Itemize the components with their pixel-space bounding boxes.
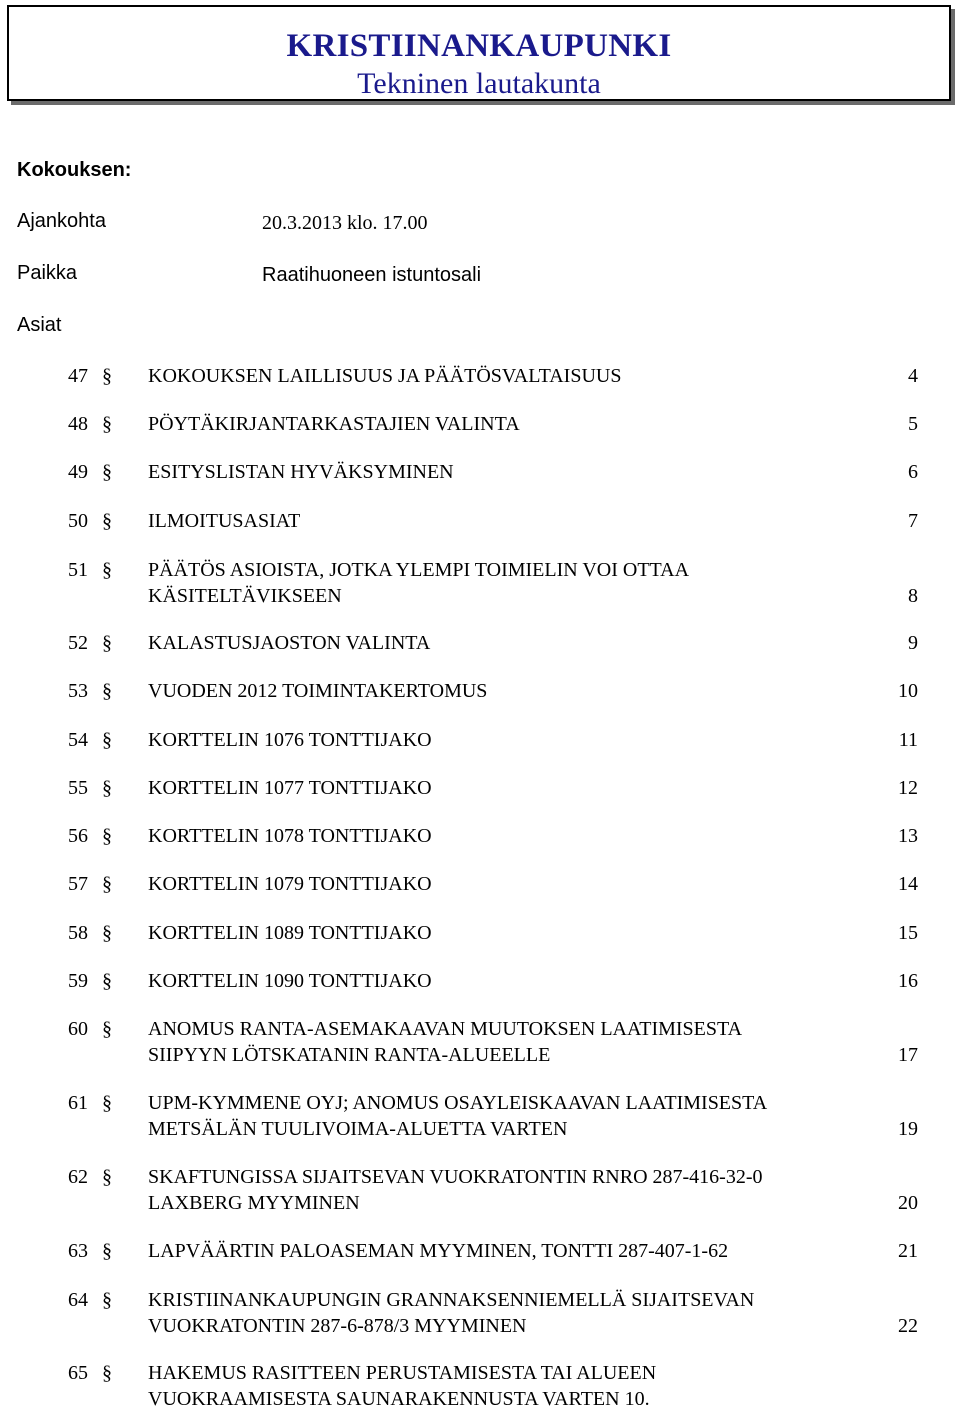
agenda-item-number: 58 bbox=[68, 922, 88, 944]
section-symbol: § bbox=[102, 510, 112, 532]
section-symbol: § bbox=[102, 365, 112, 387]
agenda-item-page: 9 bbox=[908, 632, 918, 654]
meeting-place-label: Paikka bbox=[17, 262, 78, 284]
agenda-item-page: 12 bbox=[898, 777, 918, 799]
agenda-item-page: 21 bbox=[898, 1240, 918, 1262]
agenda-item-number: 62 bbox=[68, 1166, 88, 1188]
section-symbol: § bbox=[102, 970, 112, 992]
agenda-item-number: 64 bbox=[68, 1289, 88, 1311]
agenda-item-page: 14 bbox=[898, 873, 918, 895]
section-symbol: § bbox=[102, 1092, 112, 1114]
page-subtitle: Tekninen lautakunta bbox=[357, 67, 601, 100]
meeting-place-value: Raatihuoneen istuntosali bbox=[262, 264, 482, 286]
section-symbol: § bbox=[102, 680, 112, 702]
agenda-item-title: PÄÄTÖS ASIOISTA, JOTKA YLEMPI TOIMIELIN VOI OTTAA KÄSITELTÄVIKSEEN bbox=[148, 559, 690, 607]
agenda-heading: Asiat bbox=[17, 314, 62, 336]
agenda-item-page: 10 bbox=[898, 680, 918, 702]
agenda-item-page: 20 bbox=[898, 1192, 918, 1214]
section-symbol: § bbox=[102, 777, 112, 799]
section-symbol: § bbox=[102, 461, 112, 483]
agenda-item-number: 63 bbox=[68, 1240, 88, 1262]
agenda-item-page: 13 bbox=[898, 825, 918, 847]
agenda-item-title: KORTTELIN 1079 TONTTIJAKO bbox=[148, 873, 432, 895]
agenda-item-page: 15 bbox=[898, 922, 918, 944]
agenda-item-title: KALASTUSJAOSTON VALINTA bbox=[148, 632, 431, 654]
section-symbol: § bbox=[102, 873, 112, 895]
agenda-item-number: 55 bbox=[68, 777, 88, 799]
agenda-item-number: 51 bbox=[68, 559, 88, 581]
agenda-item-title: KORTTELIN 1089 TONTTIJAKO bbox=[148, 922, 432, 944]
section-symbol: § bbox=[102, 1362, 112, 1384]
agenda-item-page: 16 bbox=[898, 970, 918, 992]
agenda-item-page: 5 bbox=[908, 413, 918, 435]
agenda-item-page: 4 bbox=[908, 365, 918, 387]
page-title: KRISTIINANKAUPUNKI bbox=[286, 28, 672, 64]
agenda-item-title: KORTTELIN 1077 TONTTIJAKO bbox=[148, 777, 432, 799]
agenda-item-number: 47 bbox=[68, 365, 88, 387]
meeting-label: Kokouksen: bbox=[17, 159, 132, 181]
agenda-item-title: VUODEN 2012 TOIMINTAKERTOMUS bbox=[148, 680, 488, 702]
agenda-item-number: 53 bbox=[68, 680, 88, 702]
section-symbol: § bbox=[102, 1240, 112, 1262]
agenda-item-number: 60 bbox=[68, 1018, 88, 1040]
agenda-item-title: HAKEMUS RASITTEEN PERUSTAMISESTA TAI ALUEEN VUOKRAAMISESTA SAUNARAKENNUSTA VARTEN 10. bbox=[148, 1362, 657, 1410]
agenda-item-title: KRISTIINANKAUPUNGIN GRANNAKSENNIEMELLÄ SIJAITSEVAN VUOKRATONTIN 287-6-878/3 MYYMINEN bbox=[148, 1289, 755, 1337]
agenda-item-page: 17 bbox=[898, 1044, 918, 1066]
agenda-item-title: ILMOITUSASIAT bbox=[148, 510, 301, 532]
section-symbol: § bbox=[102, 559, 112, 581]
agenda-item-page: 11 bbox=[898, 729, 918, 751]
agenda-item-title: KORTTELIN 1076 TONTTIJAKO bbox=[148, 729, 432, 751]
agenda-item-title: ESITYSLISTAN HYVÄKSYMINEN bbox=[148, 461, 454, 483]
section-symbol: § bbox=[102, 825, 112, 847]
agenda-item-number: 59 bbox=[68, 970, 88, 992]
meeting-time-value: 20.3.2013 klo. 17.00 bbox=[262, 212, 428, 234]
agenda-item-page: 6 bbox=[908, 461, 918, 483]
agenda-item-number: 61 bbox=[68, 1092, 88, 1114]
section-symbol: § bbox=[102, 632, 112, 654]
meeting-time-label: Ajankohta bbox=[17, 210, 106, 232]
agenda-item-number: 56 bbox=[68, 825, 88, 847]
agenda-item-number: 49 bbox=[68, 461, 88, 483]
agenda-item-title: SKAFTUNGISSA SIJAITSEVAN VUOKRATONTIN RNRO 287-416-32-0 LAXBERG MYYMINEN bbox=[148, 1166, 763, 1214]
agenda-item-title: ANOMUS RANTA-ASEMAKAAVAN MUUTOKSEN LAATIMISESTA SIIPYYN LÖTSKATANIN RANTA-ALUEELLE bbox=[148, 1018, 743, 1066]
section-symbol: § bbox=[102, 729, 112, 751]
agenda-item-title: KORTTELIN 1078 TONTTIJAKO bbox=[148, 825, 432, 847]
section-symbol: § bbox=[102, 1018, 112, 1040]
agenda-item-number: 54 bbox=[68, 729, 88, 751]
header-box bbox=[7, 5, 951, 101]
section-symbol: § bbox=[102, 922, 112, 944]
agenda-item-number: 65 bbox=[68, 1362, 88, 1384]
agenda-item-page: 8 bbox=[908, 585, 918, 607]
agenda-item-title: KOKOUKSEN LAILLISUUS JA PÄÄTÖSVALTAISUUS bbox=[148, 365, 622, 387]
agenda-item-page: 7 bbox=[908, 510, 918, 532]
section-symbol: § bbox=[102, 1166, 112, 1188]
agenda-item-number: 57 bbox=[68, 873, 88, 895]
agenda-item-title: LAPVÄÄRTIN PALOASEMAN MYYMINEN, TONTTI 287-407-1-62 bbox=[148, 1240, 729, 1262]
agenda-item-number: 52 bbox=[68, 632, 88, 654]
agenda-item-title: UPM-KYMMENE OYJ; ANOMUS OSAYLEISKAAVAN LAATIMISESTA METSÄLÄN TUULIVOIMA-ALUETTA VARTEN bbox=[148, 1092, 768, 1140]
agenda-item-title: PÖYTÄKIRJANTARKASTAJIEN VALINTA bbox=[148, 413, 520, 435]
agenda-item-page: 19 bbox=[898, 1118, 918, 1140]
section-symbol: § bbox=[102, 413, 112, 435]
agenda-item-page: 22 bbox=[898, 1315, 918, 1337]
agenda-item-number: 50 bbox=[68, 510, 88, 532]
agenda-item-title: KORTTELIN 1090 TONTTIJAKO bbox=[148, 970, 432, 992]
agenda-item-number: 48 bbox=[68, 413, 88, 435]
section-symbol: § bbox=[102, 1289, 112, 1311]
